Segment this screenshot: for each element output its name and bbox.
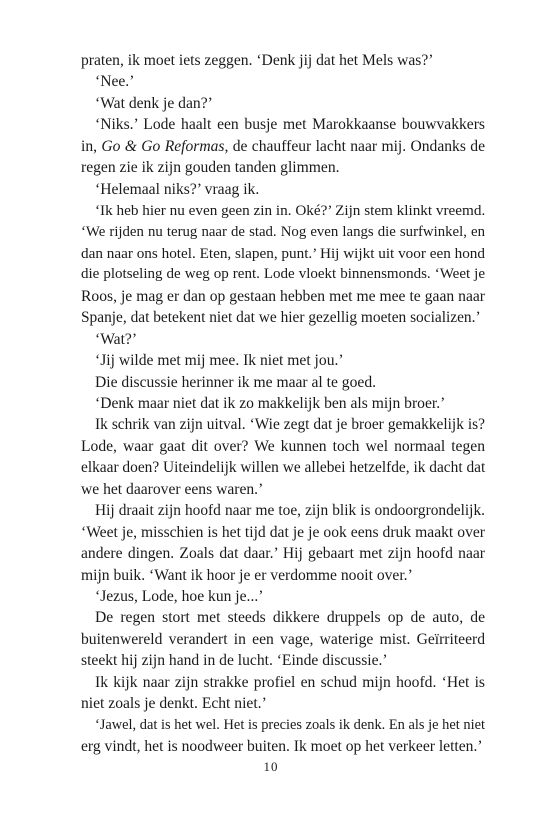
text-segment: de chauffeur lacht naar mij. Ondanks de [228,137,485,155]
text-line: ‘Helemaal niks?’ vraag ik. [95,180,260,198]
text-line: we het daarover eens waren.’ [81,480,264,498]
text-line: steekt hij zijn hand in de lucht. ‘Einde discussie.’ [81,652,388,670]
text-line: andere dingen. Zoals dat daar.’ Hij gebaart met zijn hoofd naar [81,545,485,563]
text-line: ‘Niks.’ Lode haalt een busje met Marokkaanse bouwvakkers [95,116,485,134]
text-line: ‘Ik heb hier nu even geen zin in. Oké?’ Zijn stem klinkt vreemd. [95,202,486,220]
text-line: ‘Nee.’ [95,73,135,91]
text-line: die plotseling de weg op rent. Lode vloekt binnensmonds. ‘Weet je [81,266,485,283]
text-line: De regen stort met steeds dikkere druppels op de auto, de [95,609,485,627]
text-line: mijn buik. ‘Want ik hoor je er verdomme nooit over.’ [81,566,413,584]
text-line: dan naar ons hotel. Eten, slapen, punt.’ Hij wijkt uit voor een hond [81,244,485,262]
text-line: Ik kijk naar zijn strakke profiel en schud mijn hoofd. ‘Het is [95,673,485,691]
text-line: ‘Wat denk je dan?’ [95,94,213,112]
text-line: elkaar doen? Uiteindelijk willen we allebei hetzelfde, ik dacht dat [81,459,486,477]
text-line: niet zoals je denkt. Echt niet.’ [81,695,267,713]
text-line: Lode, waar gaat dit over? We kunnen toch wel normaal tegen [81,437,485,455]
body-text [81,50,485,757]
text-line [81,136,485,157]
italic-title: Go & Go Reformas, [101,137,229,155]
text-line: Hij draait zijn hoofd naar me toe, zijn blik is ondoorgrondelijk. [95,502,485,520]
text-line: Die discussie herinner ik me maar al te goed. [95,373,377,391]
text-line: erg vindt, het is noodweer buiten. Ik moet op het verkeer letten.’ [81,738,483,755]
text-line: ‘Jawel, dat is het wel. Het is precies zoals ik denk. En als je het niet [95,716,485,733]
text-line: ‘Wat?’ [95,330,138,348]
text-line: buitenwereld verandert in een vage, waterige mist. Geïrriteerd [81,630,485,648]
text-line: ‘Jij wilde met mij mee. Ik niet met jou.’ [95,352,344,370]
text-line: Ik schrik van zijn uitval. ‘Wie zegt dat je broer gemakkelijk is? [95,416,485,434]
text-line: ‘Jezus, Lode, hoe kun je...’ [95,587,264,605]
text-segment: in, [81,137,102,155]
text-line: ‘Weet je, misschien is het tijd dat je je ook eens druk maakt over [81,523,485,541]
text-line: ‘We rijden nu terug naar de stad. Nog even langs die surfwinkel, en [81,223,485,240]
text-line: regen zie ik zijn gouden tanden glimmen. [81,159,340,177]
page-number: 10 [263,759,279,774]
text-line: Spanje, dat betekent niet dat we hier gezellig moeten socializen.’ [81,309,481,327]
text-line: ‘Denk maar niet dat ik zo makkelijk ben als mijn broer.’ [95,395,446,412]
text-line: Roos, je mag er dan op gestaan hebben met me mee te gaan naar [81,287,485,305]
text-line: praten, ik moet iets zeggen. ‘Denk jij dat het Mels was?’ [81,52,434,69]
